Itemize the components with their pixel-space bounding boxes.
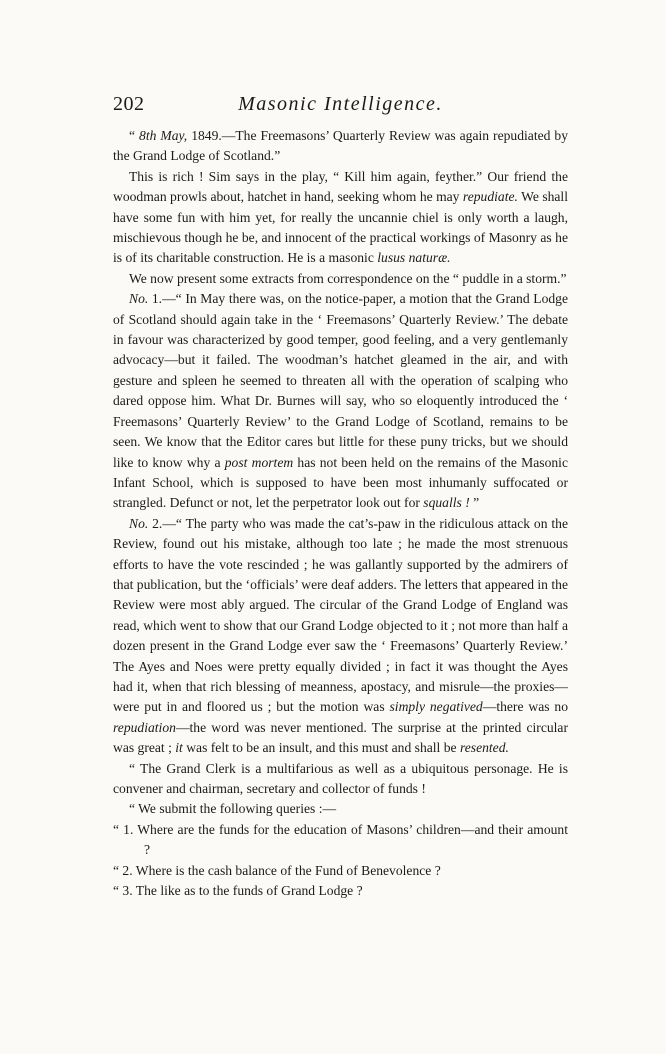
query-2: “ 2. Where is the cash balance of the Fund of Benevolence ? [113, 862, 441, 878]
page-number: 202 [113, 93, 145, 115]
paragraph-1: “ 8th May, 1849.—The Freemasons’ Quarterly Review was again repudiated by the Grand Lodge of Scotland.” [113, 128, 569, 164]
paragraph-queries-intro: “ We submit the following queries :— [129, 801, 337, 817]
paragraph-letter-1: No. 1.—“ In May there was, on the notice-paper, a motion that the Grand Lodge of Scotland should again take in the ‘ Freemasons’ Quarterly Review.’ The debate in favour was characterized by good temper, good feeling, and a very gentlemanly advocacy—but it failed. The woodman’s hatchet gleamed in the air, and with gesture and spleen he seemed to threaten all with the operation of scalping who dared oppose him. What Dr. Burnes will say, who so eloquently introduced the ‘ Freemasons’ Quarterly Review’ to the Grand Lodge of Scotland, remains to be seen. We know that the Editor cares but little for these puny tricks, but we should like to know why a post mortem has not been held on the remains of the Masonic Infant School, which is supposed to have been most inhumanly suffocated or strangled. Defunct or not, let the perpetrator look out for squalls ! ” [113, 291, 568, 511]
paragraph-2: This is rich ! Sim says in the play, “ Kill him again, feyther.” Our friend the woodman prowls about, hatchet in hand, seeking whom he may repudiate. We shall have some fun with him yet, for really the uncannie chiel is only worth a laugh, mischievous though he be, and innocent of the practical workings of Masonry as he is of its charitable construction. He is a masonic lusus naturæ. [113, 168, 568, 266]
paragraph-grand-clerk: “ The Grand Clerk is a multifarious as well as a ubiquitous personage. He is convener and chairman, secretary and collector of funds ! [113, 760, 568, 796]
query-1: “ 1. Where are the funds for the education of Masons’ children—and their amount ? [113, 821, 568, 858]
page-header [113, 93, 568, 119]
query-3: “ 3. The like as to the funds of Grand Lodge ? [113, 883, 363, 899]
paragraph-letter-2: No. 2.—“ The party who was made the cat’s-paw in the ridiculous attack on the Review, found out his mistake, although too late ; he made the most strenuous efforts to have the vote rescinded ; he was gallantly supported by the admirers of that publication, but the ‘officials’ were deaf adders. The letters that appeared in the Review were most ably argued. The circular of the Grand Lodge of England was read, which went to show that our Grand Lodge objected to it ; not more than half a dozen present in the Grand Lodge ever saw the ‘ Freemasons’ Quarterly Review.’ The Ayes and Noes were pretty equally divided ; in fact it was thought the Ayes had it, when that rich blessing of meanness, apostacy, and misrule—the proxies—were put in and floored us ; but the motion was simply negatived—there was no repudiation—the word was never mentioned. The surprise at the printed circular was great ; it was felt to be an insult, and this must and shall be resented. [113, 515, 569, 756]
body-text [113, 126, 568, 901]
running-title: Masonic Intelligence. [238, 93, 443, 115]
paragraph-3: We now present some extracts from correspondence on the “ puddle in a storm.” [129, 270, 567, 286]
